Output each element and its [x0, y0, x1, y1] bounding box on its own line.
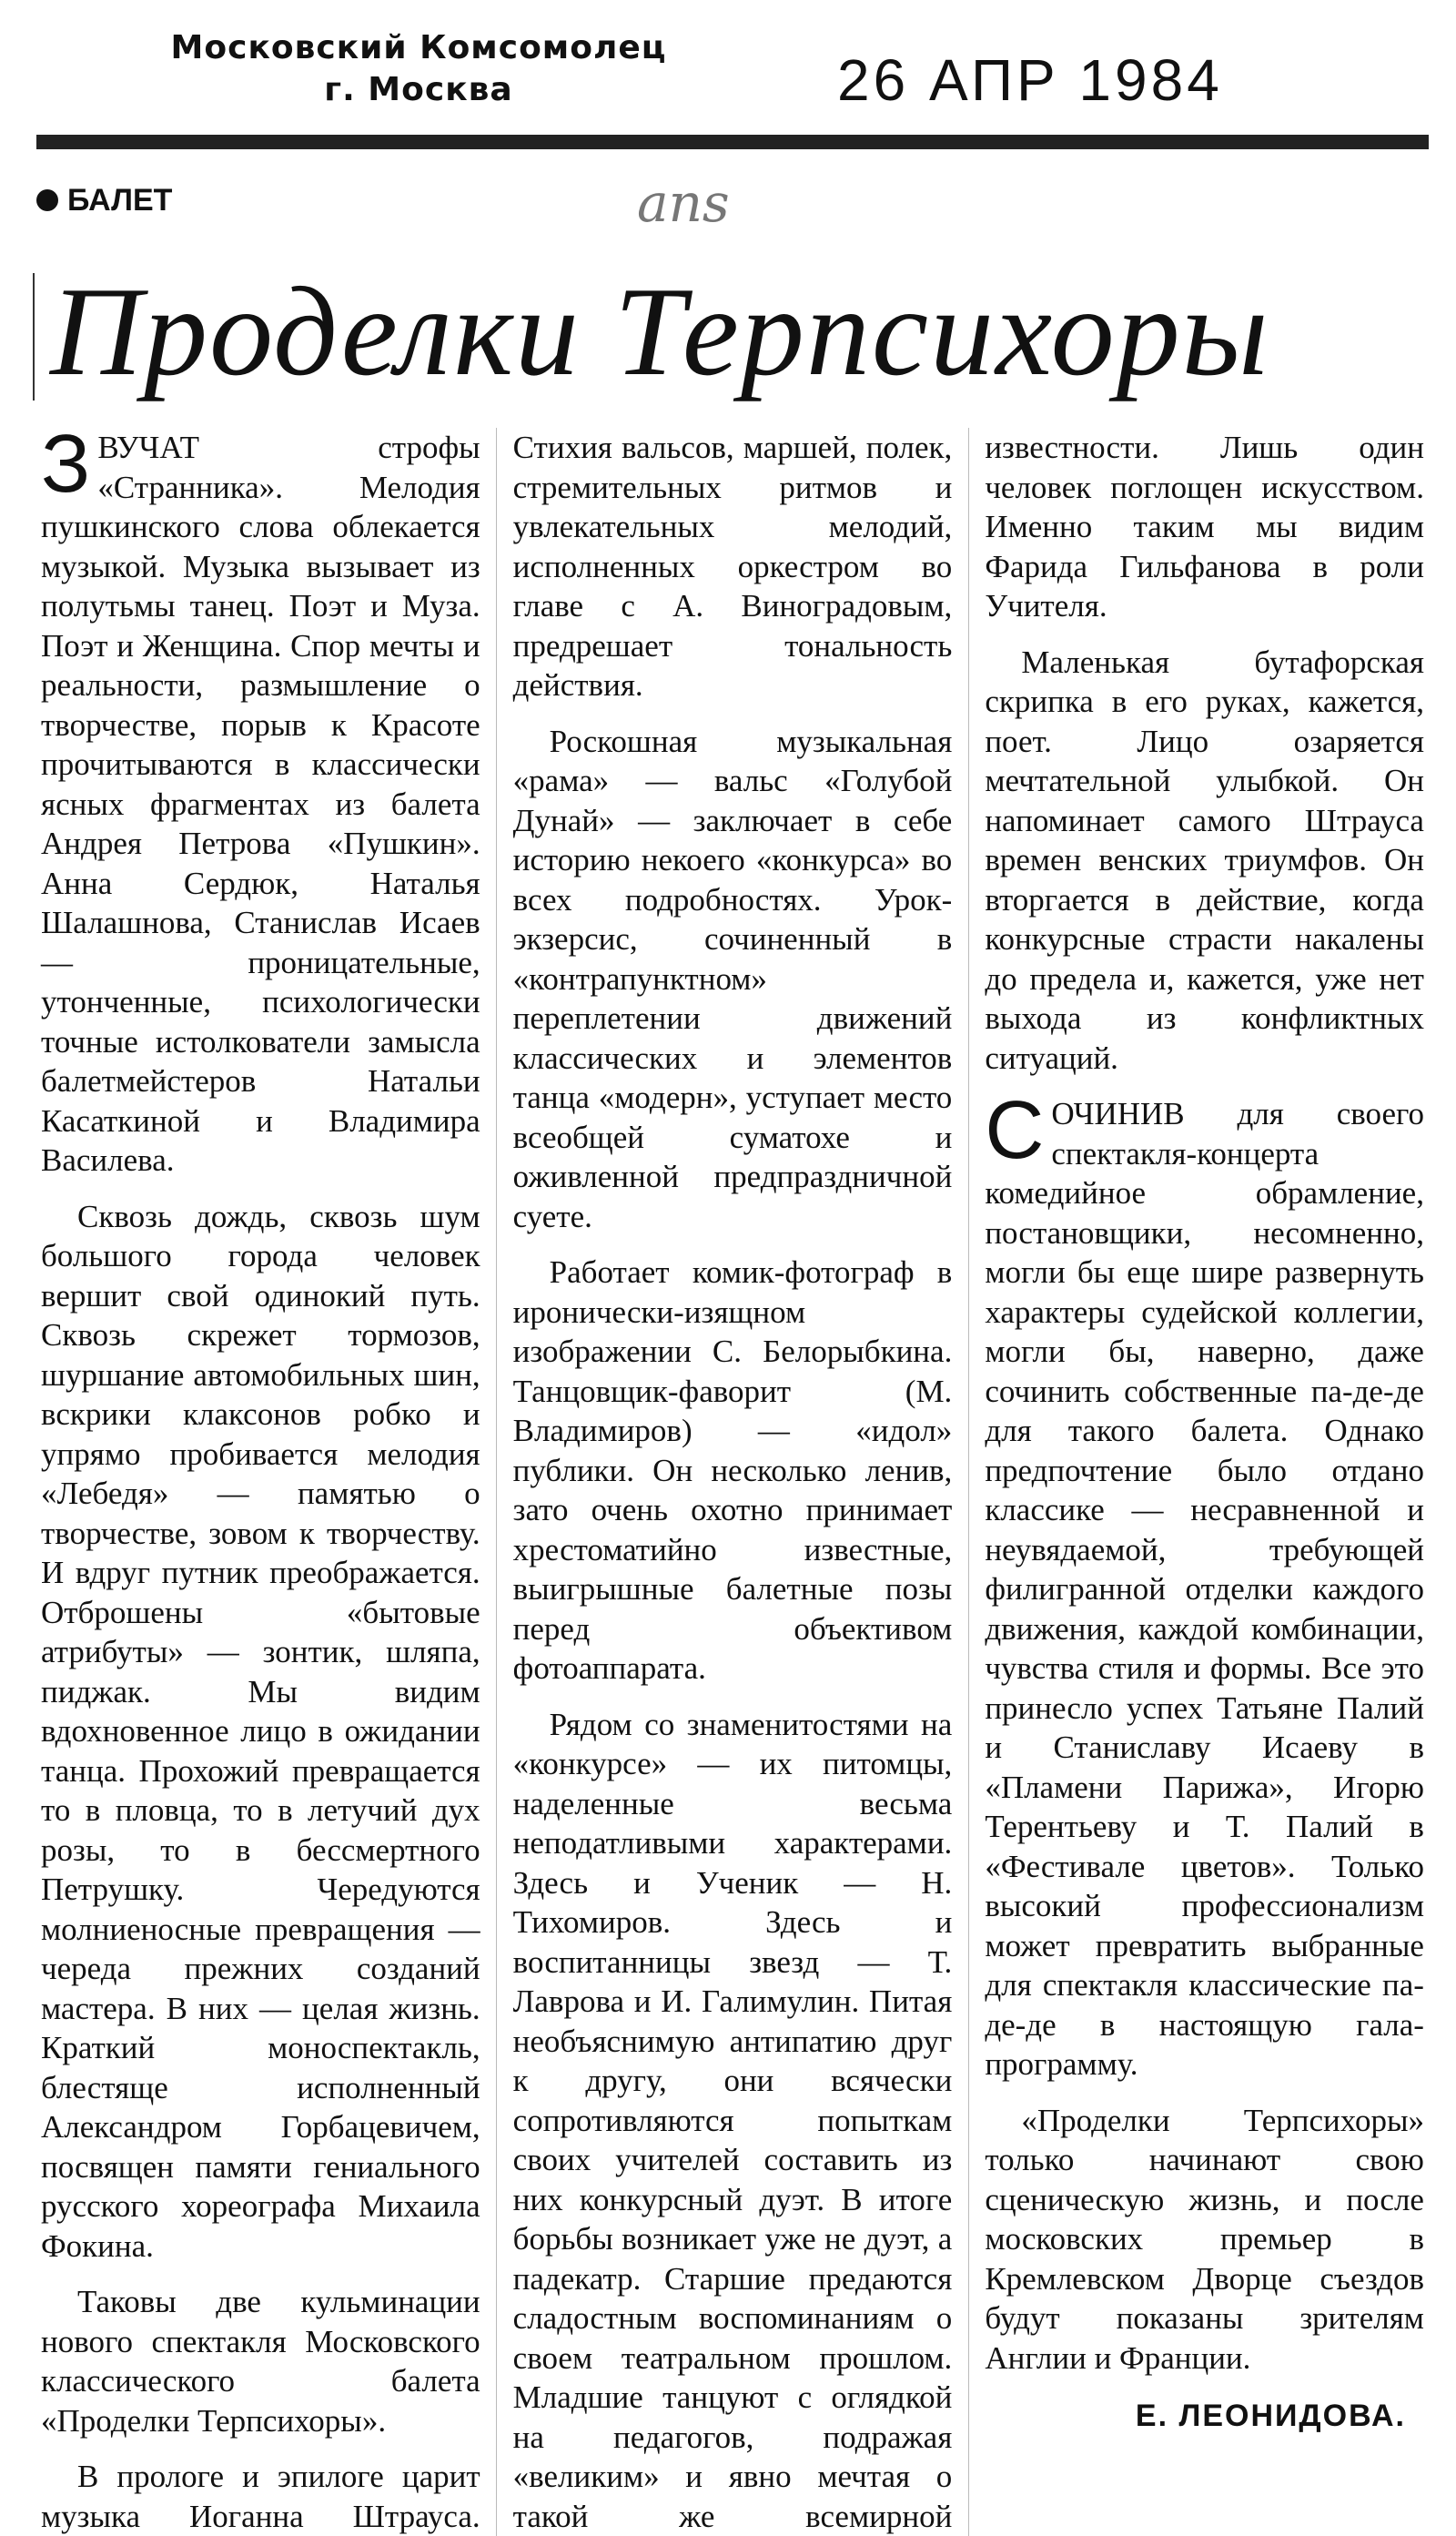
rubric — [36, 182, 172, 218]
author-signature: Е. ЛЕОНИДОВА. — [1135, 2399, 1406, 2433]
bullet-icon — [36, 189, 58, 211]
paragraph: Таковы две кульминации нового спектакля Московского классического балета «Проделки Терпсихоры». — [41, 2284, 480, 2439]
newspaper-name: Московский Комсомолец — [170, 29, 667, 66]
newspaper-city: г. Москва — [324, 71, 513, 108]
drop-cap: З — [41, 419, 91, 510]
newspaper-stamp — [136, 27, 701, 111]
paragraph: Сквозь дождь, сквозь шум большого города человек вершит свой одинокий путь. Сквозь скрежет тормозов, шуршание автомобильных шин, вскрики клаксонов робко и упрямо пробивается мелодия «Лебедя» — памятью о творчестве, зовом к творчеству. И вдруг путник преображается. Отброшены «бытовые атрибуты» — зонтик, шляпа, пиджак. Мы видим вдохновенное лицо в ожидании танца. Прохожий превращается то в пловца, то в летучий дух розы, то в бессмертного Петрушку. Чередуются молниеносные превращения — череда прежних созданий мастера. В них — целая жизнь. Краткий моноспектакль, блестяще исполненный Александром Горбацевичем, посвящен памяти гениального русского хореографа Михаила Фокина. — [41, 1198, 480, 2264]
paragraph: Рядом со знаменитостями на «конкурсе» — их питомцы, наделенные весьма неподатливыми характерами. Здесь и Ученик — Н. Тихомиров. Здесь и воспитанницы звезд — Т. Лаврова и И. Галимулин. Питая необъяснимую антипатию друг к другу, они всячески сопротивляются попыткам своих учителей составить из них конкурсный дуэт. В итоге борьбы возникает уже не дуэт, а падекатр. Старшие предаются сладостным воспоминаниям о своем театральном прошлом. Младшие танцуют с оглядкой на педагогов, подражая «великим» и явно мечтая о такой же всемирной известности. Лишь один человек поглощен искусством. Именно таким мы видим Фарида Гильфанова в роли Учителя. — [512, 430, 1424, 2534]
rubric-label: БАЛЕТ — [67, 183, 173, 218]
paragraph: Роскошная музыкальная «рама» — вальс «Голубой Дунай» — заключает в себе историю некоего «конкурса» во всех подробностях. Урок-экзерсис, сочиненный в «контрапунктном» переплетении движений классических и элементов танца «модерн», уступает место всеобщей суматохе и оживленной предпраздничной суете. — [512, 723, 953, 1234]
handwritten-note: ans — [637, 172, 730, 234]
article-title: Проделки Терпсихоры — [50, 261, 1270, 402]
paragraph-text: ОЧИНИВ для своего спектакля-концерта комедийное обрамление, постановщики, несомненно, могли бы еще шире развернуть характеры судейской коллегии, могли бы, наверно, даже сочинить собственные па-де-де для такого балета. Однако предпочтение было отдано классике — несравненной и неувядаемой, требующей филигранной отделки каждого движения, каждой комбинации, чувства стиля и формы. Все это принесло успех Татьяне Палий и Станиславу Исаеву в «Пламени Парижа», Игорю Терентьеву и Т. Палий в «Фестивале цветов». Только высокий профессионализм может превратить выбранные для спектакля классические па-де-де в настоящую гала-программу. — [985, 1096, 1424, 2082]
paragraph: Работает комик-фотограф в иронически-изящном изображении С. Белорыбкина. Танцовщик-фаворит (М. Владимиров) — «идол» публики. Он несколько ленив, зато очень охотно принимает хрестоматийно известные, выигрышные балетные позы перед объективом фотоаппарата. — [512, 1254, 953, 1686]
paragraph — [985, 1085, 1424, 2085]
paragraph: «Проделки Терпсихоры» только начинают свою сценическую жизнь, и после московских премьер в Кремлевском Дворце съездов будут показаны зрителям Англии и Франции. — [985, 2102, 1424, 2376]
header-divider — [36, 135, 1429, 149]
paragraph — [41, 419, 480, 1181]
paragraph: В прологе и эпилоге царит музыка Иоганна Штрауса. Стихия вальсов, маршей, полек, стремительных ритмов и увлекательных мелодий, исполненных оркестром во главе с А. Виноградовым, предрешает тональность действия. — [41, 430, 953, 2534]
margin-rule — [33, 273, 35, 401]
drop-cap: С — [985, 1085, 1045, 1176]
date-stamp: 26 АПР 1984 — [837, 47, 1223, 113]
paragraph: Маленькая бутафорская скрипка в его руках, кажется, поет. Лицо озаряется мечтательной улыбкой. Он напоминает самого Штрауса времен венских триумфов. Он вторгается в действие, когда конкурсные страсти накалены до предела и, кажется, уже нет выхода из конфликтных ситуаций. — [985, 644, 1424, 1076]
article-body — [41, 419, 1424, 2536]
paragraph-text: ВУЧАТ строфы «Странника». Мелодия пушкинского слова облекается музыкой. Музыка вызывает из полутьмы танец. Поэт и Муза. Поэт и Женщина. Спор мечты и реальности, размышление о творчестве, порыв к Красоте прочитываются в классически ясных фрагментах из балета Андрея Петрова «Пушкин». Анна Сердюк, Наталья Шалашнова, Станислав Исаев — проницательные, утонченные, психологически точные истолкователи замысла балетмейстеров Натальи Касаткиной и Владимира Василева. — [41, 430, 480, 1178]
